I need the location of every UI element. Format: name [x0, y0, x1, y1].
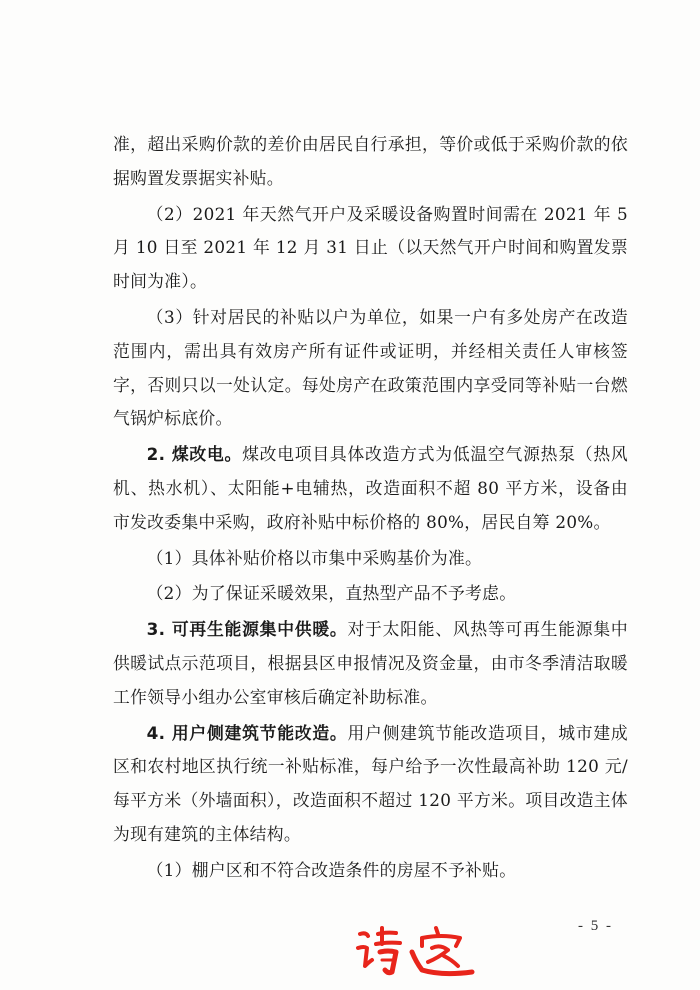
paragraph — [113, 198, 628, 299]
section-heading: 2. 煤改电。 — [146, 444, 243, 465]
paragraph-text: 用户侧建筑节能改造项目，城市建成区和农村地区执行统一补贴标准，每户给予一次性最高补助 120 元/每平方米（外墙面积），改造面积不超过 120 平方米。项目改造主体为现有建筑的主体结构。 — [113, 722, 628, 844]
paragraph-text: 准，超出采购价款的差价由居民自行承担，等价或低于采购价款的依据购置发票据实补贴。 — [113, 134, 628, 188]
paragraph — [113, 128, 628, 196]
paragraph-text: （1）棚户区和不符合改造条件的房屋不予补贴。 — [146, 859, 517, 880]
paragraph-text: 煤改电项目具体改造方式为低温空气源热泵（热风机、热水机）、太阳能+电辅热，改造面积不超 80 平方米，设备由市发改委集中采购，政府补贴中标价格的 80%，居民自筹 20%。 — [113, 444, 628, 532]
paragraph-text: （2）为了保证采暖效果，直热型产品不予考虑。 — [146, 583, 517, 604]
paragraph — [113, 854, 628, 888]
paragraph-text: 对于太阳能、风热等可再生能源集中供暖试点示范项目，根据县区申报情况及资金量，由市冬季清洁取暖工作领导小组办公室审核后确定补助标准。 — [113, 619, 628, 707]
paragraph-text: （3）针对居民的补贴以户为单位，如果一户有多处房产在改造范围内，需出具有效房产所有证件或证明，并经相关责任人审核签字，否则只以一处认定。每处房产在政策范围内享受同等补贴一台燃气锅炉标底价。 — [113, 306, 628, 429]
section-paragraph — [113, 717, 628, 852]
document-body — [113, 128, 628, 890]
paragraph — [113, 301, 628, 436]
paragraph-text: （2）2021 年天然气开户及采暖设备购置时间需在 2021 年 5 月 10 日至 2021 年 12 月 31 日止（以天然气开户时间和购置发票时间为准）。 — [113, 203, 628, 292]
calligraphy-seal-watermark — [352, 922, 478, 978]
paragraph — [113, 577, 628, 611]
section-paragraph — [113, 438, 628, 539]
section-paragraph — [113, 613, 628, 714]
paragraph — [113, 542, 628, 576]
section-heading: 4. 用户侧建筑节能改造。 — [146, 722, 348, 743]
paragraph-text: （1）具体补贴价格以市集中采购基价为准。 — [146, 547, 483, 568]
section-heading: 3. 可再生能源集中供暖。 — [146, 619, 348, 640]
page-number: - 5 - — [578, 918, 613, 934]
